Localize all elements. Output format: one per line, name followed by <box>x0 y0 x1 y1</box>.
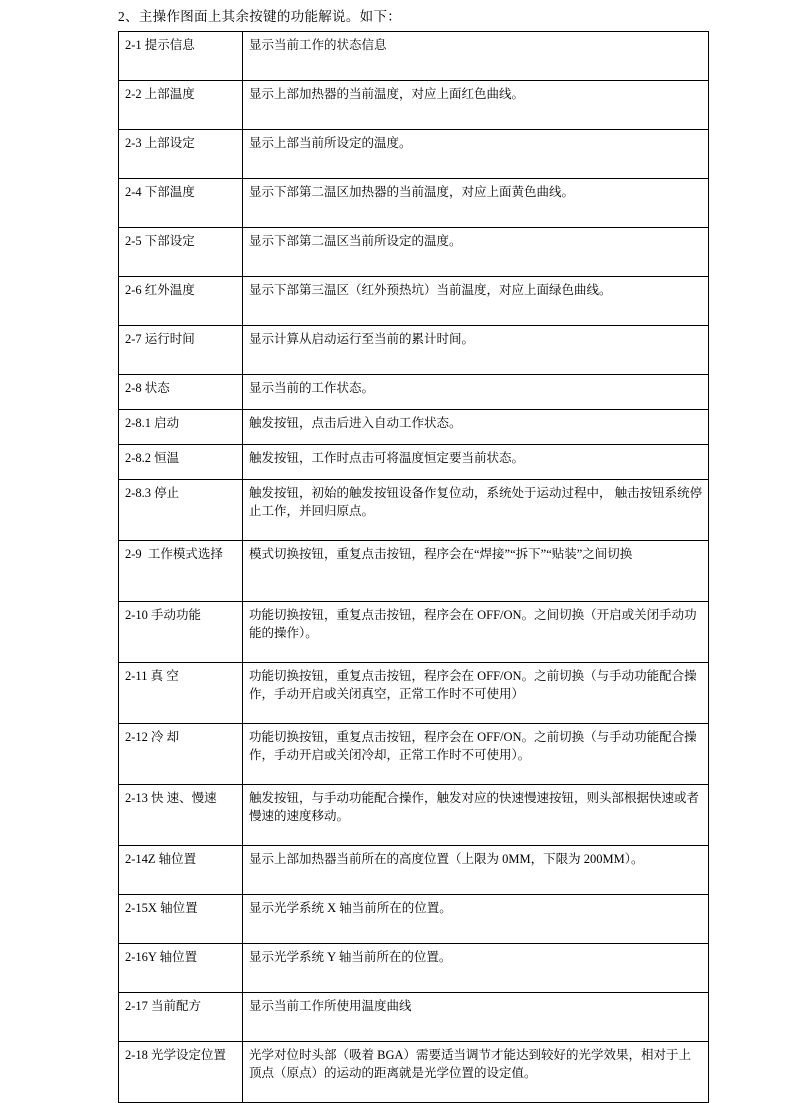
function-key-label: 2-12 冷 却 <box>125 729 180 744</box>
table-cell-key <box>119 845 243 894</box>
table-row <box>119 1041 709 1102</box>
table-cell-key <box>119 784 243 845</box>
function-description-text: 显示下部第二温区当前所设定的温度。 <box>249 233 462 248</box>
table-cell-description <box>243 178 709 227</box>
table-row <box>119 374 709 409</box>
table-cell-key <box>119 31 243 80</box>
function-key-label: 2-8 状态 <box>125 380 170 395</box>
function-description-text: 触发按钮，与手动功能配合操作，触发对应的快速慢速按钮，则头部根据快速或者慢速的速度移动。 <box>249 790 700 824</box>
table-cell-key <box>119 227 243 276</box>
function-description-text: 显示当前的工作状态。 <box>249 380 375 395</box>
table-cell-description <box>243 227 709 276</box>
table-row <box>119 409 709 444</box>
table-row <box>119 894 709 943</box>
table-cell-description <box>243 276 709 325</box>
table-cell-description <box>243 80 709 129</box>
function-description-text: 显示上部当前所设定的温度。 <box>249 135 412 150</box>
table-cell-key <box>119 129 243 178</box>
function-key-label: 2-13 快 速、慢速 <box>125 790 217 805</box>
table-cell-description <box>243 943 709 992</box>
table-cell-key <box>119 1041 243 1102</box>
table-row <box>119 540 709 601</box>
function-description-text: 功能切换按钮，重复点击按钮，程序会在 OFF/ON。之间切换（开启或关闭手动功能的操作）。 <box>249 607 697 641</box>
function-description-text: 显示光学系统 Y 轴当前所在的位置。 <box>249 949 452 964</box>
table-row <box>119 129 709 178</box>
table-cell-description <box>243 992 709 1041</box>
table-row <box>119 276 709 325</box>
function-key-label: 2-7 运行时间 <box>125 331 195 346</box>
table-cell-description <box>243 540 709 601</box>
table-cell-description <box>243 1041 709 1102</box>
function-description-text: 显示下部第三温区（红外预热坑）当前温度，对应上面绿色曲线。 <box>249 282 612 297</box>
function-key-label: 2-17 当前配方 <box>125 998 202 1013</box>
table-cell-description <box>243 894 709 943</box>
function-description-text: 显示上部加热器当前所在的高度位置（上限为 0MM，下限为 200MM）。 <box>249 851 644 866</box>
table-cell-description <box>243 31 709 80</box>
function-description-text: 光学对位时头部（吸着 BGA）需要适当调节才能达到较好的光学效果，相对于上顶点（原点）的运动的距离就是光学位置的设定值。 <box>249 1047 692 1081</box>
table-row <box>119 227 709 276</box>
function-key-label: 2-8.3 停止 <box>125 485 180 500</box>
function-description-text: 显示当前工作的状态信息 <box>249 37 387 52</box>
table-cell-description <box>243 723 709 784</box>
function-key-label: 2-16Y 轴位置 <box>125 949 198 964</box>
table-row <box>119 662 709 723</box>
function-key-label: 2-6 红外温度 <box>125 282 195 297</box>
function-key-label: 2-9 工作模式选择 <box>125 546 223 561</box>
table-row <box>119 723 709 784</box>
function-description-text: 功能切换按钮，重复点击按钮，程序会在 OFF/ON。之前切换（与手动功能配合操作，手动开启或关闭冷却，正常工作时不可使用）。 <box>249 729 697 763</box>
table-cell-description <box>243 845 709 894</box>
table-cell-description <box>243 444 709 479</box>
function-description-text: 显示下部第二温区加热器的当前温度，对应上面黄色曲线。 <box>249 184 575 199</box>
table-cell-description <box>243 784 709 845</box>
table-row <box>119 325 709 374</box>
table-cell-key <box>119 409 243 444</box>
table-cell-key <box>119 374 243 409</box>
table-cell-key <box>119 540 243 601</box>
function-key-label: 2-11 真 空 <box>125 668 179 683</box>
function-description-text: 模式切换按钮，重复点击按钮，程序会在“焊接”“拆下”“贴装”之间切换 <box>249 546 633 561</box>
table-body <box>119 31 709 1102</box>
function-description-text: 触发按钮，工作时点击可将温度恒定要当前状态。 <box>249 450 525 465</box>
page-title: 2、主操作图面上其余按键的功能解说。如下： <box>118 9 402 24</box>
function-key-label: 2-3 上部设定 <box>125 135 195 150</box>
table-cell-key <box>119 992 243 1041</box>
function-key-label: 2-2 上部温度 <box>125 86 195 101</box>
table-cell-description <box>243 325 709 374</box>
table-row <box>119 31 709 80</box>
function-description-text: 显示光学系统 X 轴当前所在的位置。 <box>249 900 452 915</box>
function-key-label: 2-8.2 恒温 <box>125 450 180 465</box>
table-cell-key <box>119 178 243 227</box>
table-row <box>119 444 709 479</box>
table-cell-description <box>243 409 709 444</box>
function-description-text: 显示当前工作所使用温度曲线 <box>249 998 412 1013</box>
table-cell-key <box>119 325 243 374</box>
function-key-label: 2-5 下部设定 <box>125 233 195 248</box>
table-row <box>119 845 709 894</box>
function-key-label: 2-18 光学设定位置 <box>125 1047 227 1062</box>
table-cell-description <box>243 129 709 178</box>
function-description-text: 功能切换按钮，重复点击按钮，程序会在 OFF/ON。之前切换（与手动功能配合操作，手动开启或关闭真空，正常工作时不可使用） <box>249 668 697 702</box>
table-cell-key <box>119 894 243 943</box>
function-key-label: 2-8.1 启动 <box>125 415 180 430</box>
table-row <box>119 601 709 662</box>
table-row <box>119 784 709 845</box>
table-cell-key <box>119 723 243 784</box>
table-cell-key <box>119 479 243 540</box>
function-description-text: 触发按钮，点击后进入自动工作状态。 <box>249 415 462 430</box>
table-row <box>119 178 709 227</box>
function-description-text: 显示上部加热器的当前温度，对应上面红色曲线。 <box>249 86 525 101</box>
table-cell-description <box>243 601 709 662</box>
table-cell-description <box>243 662 709 723</box>
table-row <box>119 943 709 992</box>
table-row <box>119 80 709 129</box>
table-cell-key <box>119 276 243 325</box>
table-cell-description <box>243 479 709 540</box>
function-key-label: 2-1 提示信息 <box>125 37 195 52</box>
table-cell-key <box>119 601 243 662</box>
table-cell-description <box>243 374 709 409</box>
function-description-text: 显示计算从启动运行至当前的累计时间。 <box>249 331 475 346</box>
table-cell-key <box>119 444 243 479</box>
function-key-label: 2-14Z 轴位置 <box>125 851 197 866</box>
function-key-label: 2-4 下部温度 <box>125 184 195 199</box>
table-cell-key <box>119 662 243 723</box>
table-row <box>119 479 709 540</box>
function-description-table <box>118 31 709 1103</box>
table-cell-key <box>119 943 243 992</box>
function-description-text: 触发按钮，初始的触发按钮设备作复位动，系统处于运动过程中， 触击按钮系统停止工作，并回归原点。 <box>249 485 703 519</box>
table-cell-key <box>119 80 243 129</box>
function-key-label: 2-10 手动功能 <box>125 607 202 622</box>
table-row <box>119 992 709 1041</box>
function-key-label: 2-15X 轴位置 <box>125 900 198 915</box>
